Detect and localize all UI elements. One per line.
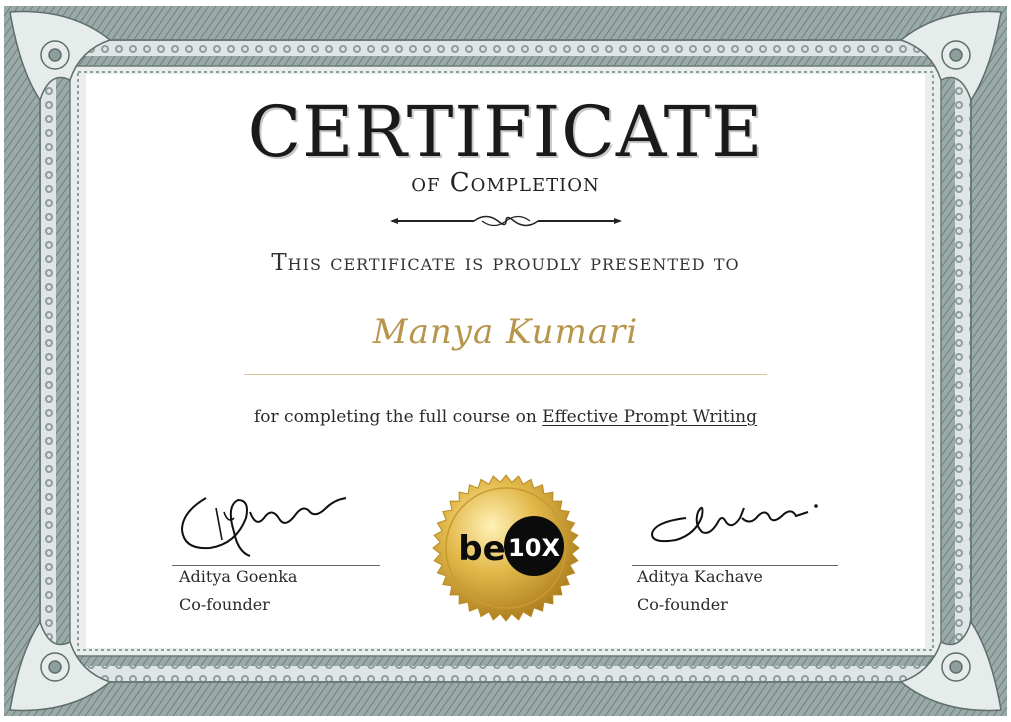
signatory-name-left: Aditya Goenka [179,567,298,586]
be10x-gold-seal [432,474,580,622]
signatory-role-left: Co-founder [179,595,270,614]
seal-brand-right: 10X [508,534,560,562]
signatory-role-right: Co-founder [637,595,728,614]
recipient-name: Manya Kumari [372,312,639,352]
presented-to-text: This certificate is proudly presented to [271,250,740,276]
signature-line-left [172,565,380,566]
course-line [0,407,1011,427]
certificate-subtitle: of Completion [411,168,600,198]
recipient-underline [244,374,767,375]
course-name: Effective Prompt Writing [542,407,757,427]
signature-line-right [632,565,838,566]
certificate-title: CERTIFICATE [247,91,764,173]
signature-right-icon [646,492,822,552]
course-prefix: for completing the full course on [253,407,543,427]
seal-brand-left: be [458,529,506,569]
signatory-name-right: Aditya Kachave [637,567,763,586]
signature-left-icon [176,478,352,562]
flourish-divider-icon [390,210,622,232]
